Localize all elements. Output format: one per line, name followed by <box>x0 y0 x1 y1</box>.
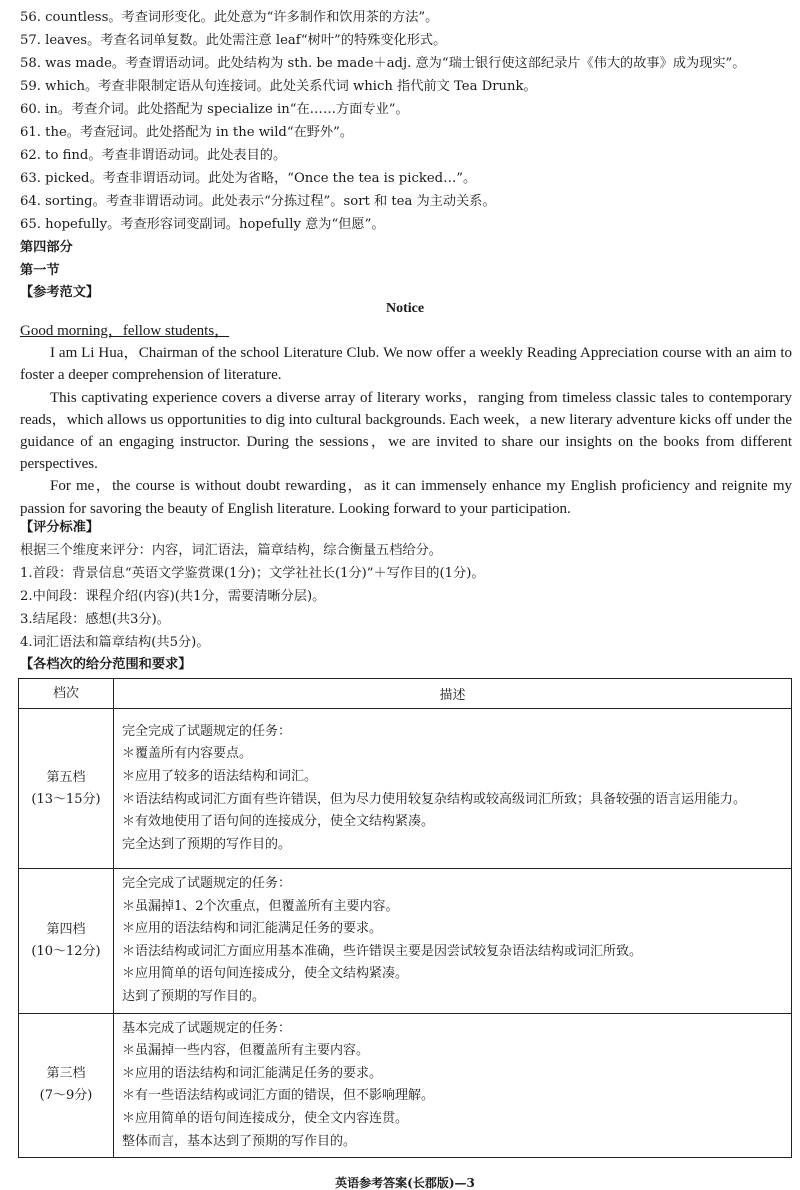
essay-paragraph: I am Li Hua，Chairman of the school Literature Club. We now offer a weekly Reading Appreciation course with an aim to foster a deeper comprehension of literature. <box>20 345 792 384</box>
answer-line: 62. to find。考查非谓语动词。此处表目的。 <box>20 148 287 163</box>
sample-essay-heading: 【参考范文】 <box>20 285 100 300</box>
table-row <box>19 869 792 1014</box>
table-row <box>19 1013 792 1158</box>
description-cell <box>114 709 792 869</box>
table-row <box>19 709 792 869</box>
criteria-item: 3.结尾段：感想(共3分)。 <box>20 612 170 627</box>
description-line: 完全完成了试题规定的任务： <box>122 723 292 739</box>
header-description: 描述 <box>114 679 792 709</box>
part-heading: 第四部分 <box>20 240 73 255</box>
answer-line: 57. leaves。考查名词单复数。此处需注意 leaf“树叶”的特殊变化形式。 <box>20 33 447 48</box>
description-line: 达到了预期的写作目的。 <box>122 988 266 1004</box>
description-line: ＊应用简单的语句间连接成分，使全文内容连贯。 <box>122 1110 409 1126</box>
answer-line: 64. sorting。考查非谓语动词。此处表示“分拣过程”。sort 和 tea 为主动关系。 <box>20 194 496 209</box>
level-range: (7～9分) <box>39 1088 93 1104</box>
level-name: 第四档 <box>46 921 86 937</box>
description-line: ＊应用了较多的语法结构和词汇。 <box>122 768 318 784</box>
level-cell <box>19 709 114 869</box>
description-line: ＊虽漏掉一些内容，但覆盖所有主要内容。 <box>122 1043 370 1059</box>
description-line: 整体而言，基本达到了预期的写作目的。 <box>122 1133 357 1149</box>
description-line: ＊语法结构或词汇方面应用基本准确，些许错误主要是因尝试较复杂语法结构或词汇所致。 <box>122 943 643 959</box>
essay-salutation: Good morning，fellow students， <box>20 323 230 339</box>
answer-line: 63. picked。考查非谓语动词。此处为省略，“Once the tea is picked…”。 <box>20 171 477 186</box>
description-line: ＊语法结构或词汇方面有些许错误，但为尽力使用较复杂结构或较高级词汇所致；具备较强的语言运用能力。 <box>122 791 747 807</box>
page-footer: 英语参考答案(长郡版)—3 <box>335 1176 475 1190</box>
description-line: ＊覆盖所有内容要点。 <box>122 746 253 762</box>
answer-line: 58. was made。考查谓语动词。此处结构为 sth. be made＋adj. 意为“瑞士银行使这部纪录片《伟大的故事》成为现实”。 <box>20 56 746 71</box>
level-name: 第五档 <box>46 769 86 785</box>
criteria-item: 1.首段：背景信息“英语文学鉴赏课(1分)；文学社社长(1分)”＋写作目的(1分)。 <box>20 566 485 581</box>
description-line: ＊虽漏掉1、2个次重点，但覆盖所有主要内容。 <box>122 898 399 914</box>
answer-line: 60. in。考查介词。此处搭配为 specialize in“在……方面专业”。 <box>20 102 409 117</box>
criteria-intro: 根据三个维度来评分：内容，词汇语法，篇章结构，综合衡量五档给分。 <box>20 543 442 558</box>
answer-line: 59. which。考查非限制定语从句连接词。此处关系代词 which 指代前文 Tea Drunk。 <box>20 79 537 94</box>
level-range: (13～15分) <box>31 791 101 807</box>
answer-line: 65. hopefully。考查形容词变副词。hopefully 意为“但愿”。 <box>20 217 385 232</box>
sample-essay <box>20 320 792 520</box>
criteria-item: 4.词汇语法和篇章结构(共5分)。 <box>20 635 210 650</box>
description-line: ＊应用的语法结构和词汇能满足任务的要求。 <box>122 1065 383 1081</box>
table-header-row <box>19 679 792 709</box>
answer-line: 56. countless。考查词形变化。此处意为“许多制作和饮用茶的方法”。 <box>20 10 439 25</box>
subsection-heading: 第一节 <box>20 263 60 278</box>
description-cell <box>114 1013 792 1158</box>
answer-line: 61. the。考查冠词。此处搭配为 in the wild“在野外”。 <box>20 125 354 140</box>
header-level: 档次 <box>19 679 114 709</box>
criteria-heading: 【评分标准】 <box>20 520 100 535</box>
description-line: 完全达到了预期的写作目的。 <box>122 836 292 852</box>
grade-table-heading: 【各档次的给分范围和要求】 <box>20 657 192 672</box>
level-cell <box>19 1013 114 1158</box>
grade-table <box>18 678 792 1158</box>
essay-title: Notice <box>385 301 425 316</box>
description-line: ＊有效地使用了语句间的连接成分，使全文结构紧凑。 <box>122 814 435 830</box>
description-line: 基本完成了试题规定的任务： <box>122 1020 292 1036</box>
essay-paragraph: For me，the course is without doubt rewarding，as it can immensely enhance my English proficiency and reignite my passion for savoring the beauty of English literature. Looking forward to your participation. <box>20 478 792 517</box>
level-cell <box>19 869 114 1014</box>
criteria-item: 2.中间段：课程介绍(内容)(共1分，需要清晰分层)。 <box>20 589 326 604</box>
essay-paragraph: This captivating experience covers a diverse array of literary works，ranging from timeless classic tales to contemporary reads，which allows us opportunities to dig into cultural backgrounds. Each week，a new literary adventure kicks off under the guidance of an engaging instructor. During the sessions，we are invited to share our insights on the books from different perspectives. <box>20 389 792 473</box>
level-range: (10～12分) <box>31 943 101 959</box>
level-name: 第三档 <box>46 1066 86 1082</box>
description-line: ＊应用简单的语句间连接成分，使全文结构紧凑。 <box>122 966 409 982</box>
description-line: 完全完成了试题规定的任务： <box>122 876 292 891</box>
description-cell <box>114 869 792 1014</box>
description-line: ＊有一些语法结构或词汇方面的错误，但不影响理解。 <box>122 1088 435 1104</box>
description-line: ＊应用的语法结构和词汇能满足任务的要求。 <box>122 921 383 937</box>
